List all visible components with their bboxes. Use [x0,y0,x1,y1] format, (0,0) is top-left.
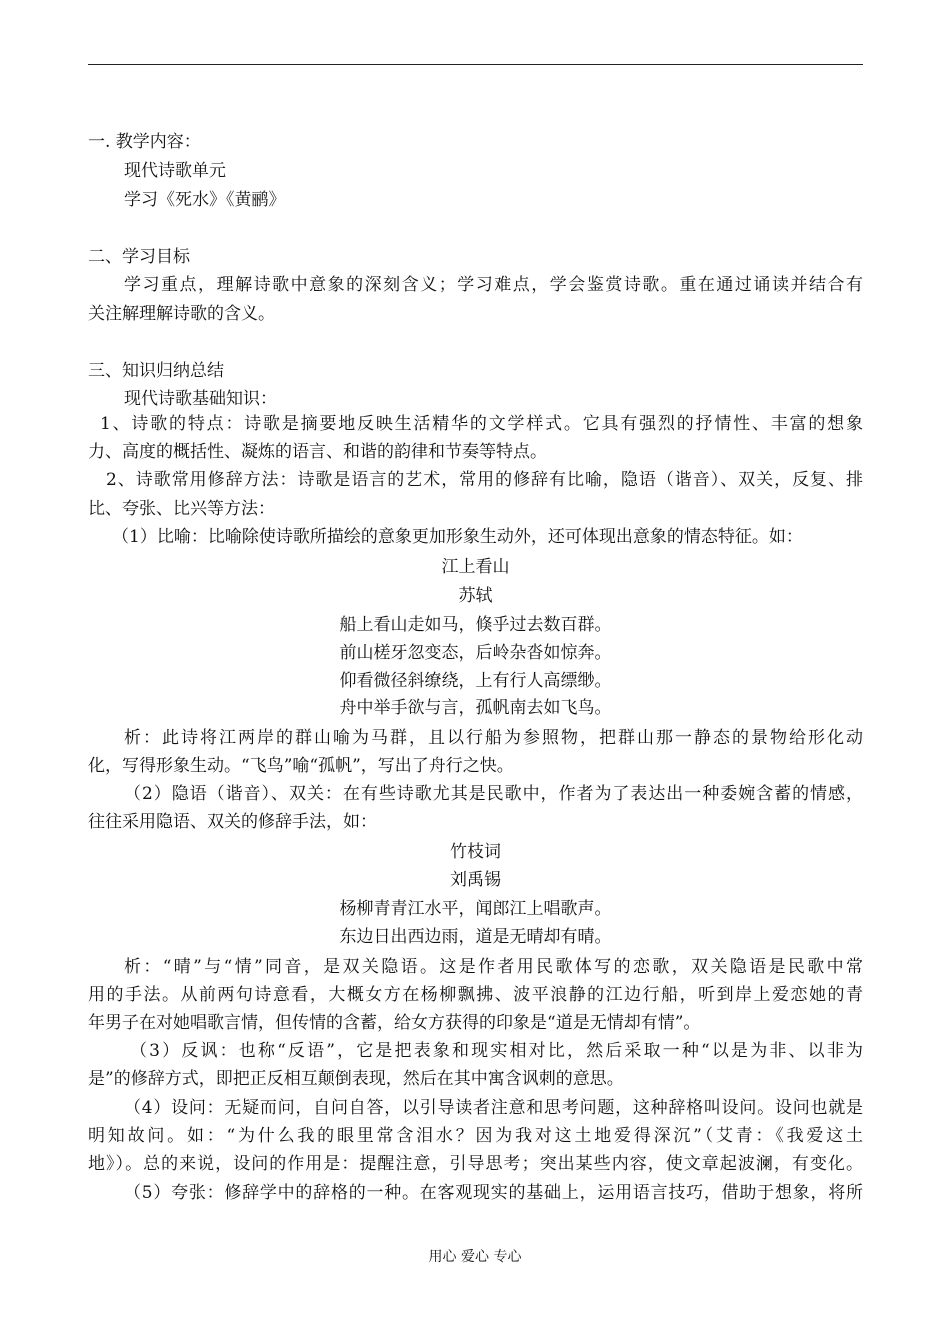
text-line: 力、高度的概括性、凝炼的语言、和谐的韵律和节奏等特点。 [88,442,547,462]
section-heading: 三、知识归纳总结 [88,361,224,381]
poem-title: 江上看山 [441,557,510,577]
text-line: 1、诗歌的特点：诗歌是摘要地反映生活精华的文学样式。它具有强烈的抒情性、丰富的想象 [100,414,863,434]
text-line: 析：“晴”与“情”同音，是双关隐语。这是作者用民歌体写的恋歌，双关隐语是民歌中常 [124,957,863,977]
text-line: 析：此诗将江两岸的群山喻为马群，且以行船为参照物，把群山那一静态的景物给形化动 [124,728,863,748]
text-line: 2、诗歌常用修辞方法：诗歌是语言的艺术，常用的修辞有比喻，隐语（谐音）、双关，反复、排 [106,470,863,490]
text-line: （3）反讽：也称“反语”，它是把表象和现实相对比，然后采取一种“以是为非、以非为 [130,1041,863,1061]
text-line: （2）隐语（谐音）、双关：在有些诗歌尤其是民歌中，作者为了表达出一种委婉含蓄的情感， [124,784,863,804]
poem-line: 舟中举手欲与言，孤帆南去如飞鸟。 [339,698,612,718]
text-line: （4）设问：无疑而问，自问自答，以引导读者注意和思考问题，这种辞格叫设问。设问也就是 [124,1098,863,1118]
poem-title: 竹枝词 [450,842,501,862]
poem-author: 刘禹锡 [450,870,501,890]
text-line: 往往采用隐语、双关的修辞手法，如： [88,812,377,832]
section-heading: 一. 教学内容： [88,132,201,152]
text-line: 用的手法。从前两句诗意看，大概女方在杨柳飘拂、波平浪静的江边行船，听到岸上爱恋她的青 [88,985,863,1005]
text-line: 比、夸张、比兴等方法： [88,499,275,519]
poem-line: 前山槎牙忽变态，后岭杂沓如惊奔。 [339,643,612,663]
text-line: （5）夸张：修辞学中的辞格的一种。在客观现实的基础上，运用语言技巧，借助于想象，将所 [124,1183,863,1203]
text-line: 现代诗歌单元 [124,161,226,181]
text-line: （1）比喻：比喻除使诗歌所描绘的意象更加形象生动外，还可体现出意象的情态特征。如： [112,527,803,547]
text-line: 学习《死水》《黄鹂》 [124,190,286,210]
section-heading: 二、学习目标 [88,247,190,267]
text-line: 年男子在对她唱歌言情，但传情的含蓄，给女方获得的印象是“道是无情却有情”。 [88,1013,701,1033]
page-footer: 用心 爱心 专心 [428,1249,522,1265]
header-rule [88,64,863,65]
text-line: 地》）。总的来说，设问的作用是：提醒注意，引导思考；突出某些内容，使文章起波澜，有变化。 [88,1154,863,1174]
text-line: 关注解理解诗歌的含义。 [88,304,275,324]
poem-author: 苏轼 [458,586,493,606]
text-line: 化，写得形象生动。“飞鸟”喻“孤帆”，写出了舟行之快。 [88,756,514,776]
poem-line: 杨柳青青江水平，闻郎江上唱歌声。 [339,899,612,919]
text-line: 现代诗歌基础知识： [124,389,277,409]
text-line: 明知故问。如：“为什么我的眼里常含泪水？因为我对这土地爱得深沉”（艾青：《我爱这土 [88,1126,863,1146]
text-line: 是”的修辞方式，即把正反相互颠倒表现，然后在其中寓含讽刺的意思。 [88,1069,624,1089]
poem-line: 船上看山走如马，倏乎过去数百群。 [339,615,612,635]
text-line: 学习重点，理解诗歌中意象的深刻含义；学习难点，学会鉴赏诗歌。重在通过诵读并结合有 [124,275,863,295]
poem-line: 仰看微径斜缭绕，上有行人高缥缈。 [339,671,612,691]
poem-line: 东边日出西边雨，道是无晴却有晴。 [339,927,612,947]
